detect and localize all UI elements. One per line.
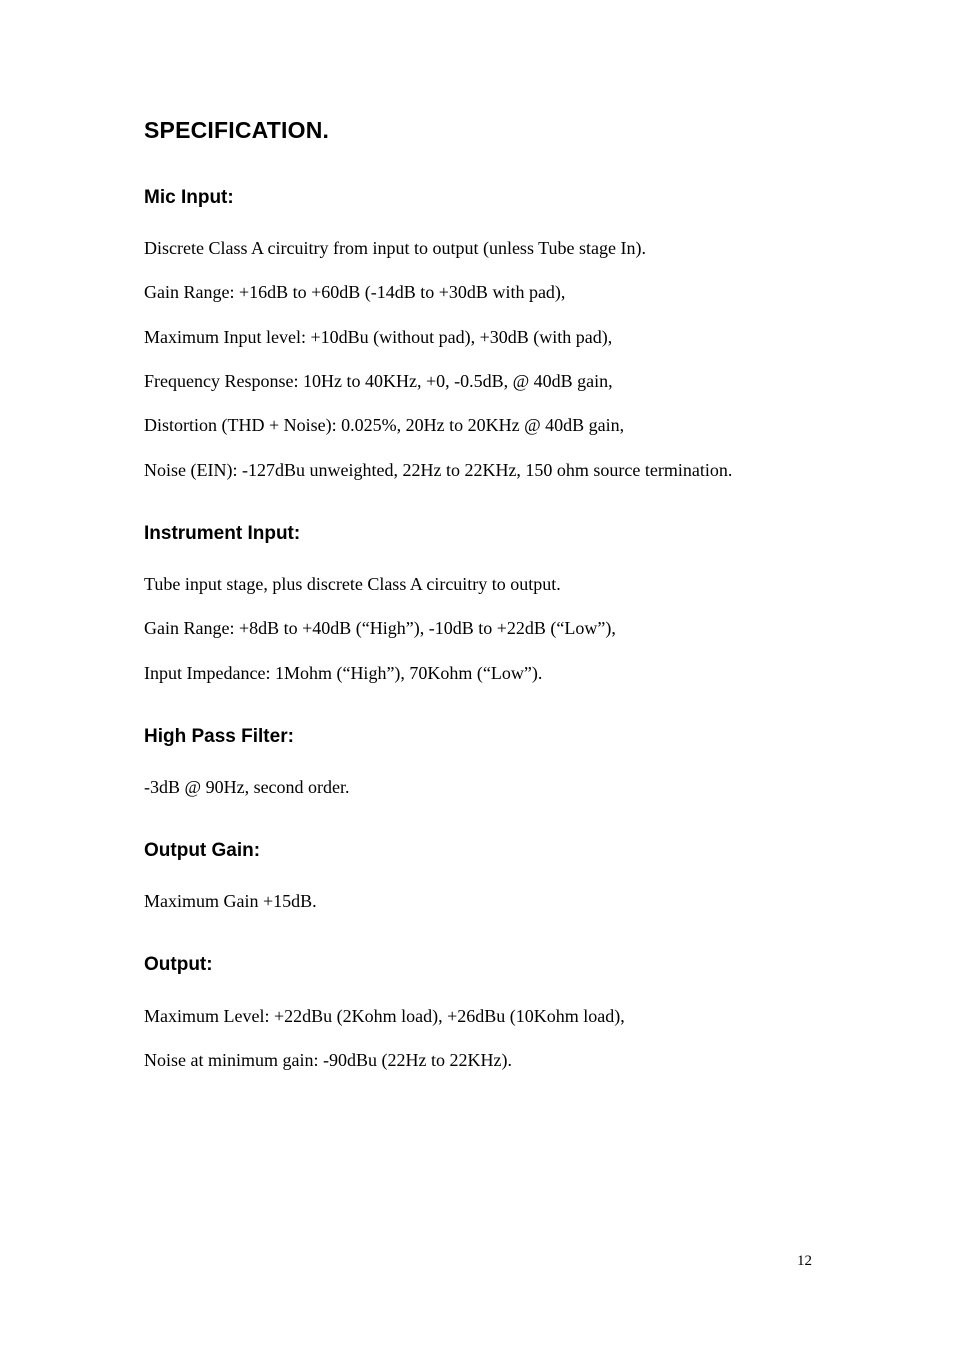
spec-line: Maximum Gain +15dB.	[144, 891, 317, 911]
section-heading-output-gain: Output Gain:	[144, 840, 261, 861]
spec-line: Discrete Class A circuitry from input to output (unless Tube stage In).	[144, 238, 646, 258]
section-heading-mic-input: Mic Input:	[144, 187, 234, 208]
spec-line: Maximum Input level: +10dBu (without pad), +30dB (with pad),	[144, 327, 613, 347]
page-number: 12	[797, 1253, 812, 1269]
spec-line: Frequency Response: 10Hz to 40KHz, +0, -0.5dB, @ 40dB gain,	[144, 371, 613, 391]
spec-line: Tube input stage, plus discrete Class A circuitry to output.	[144, 574, 561, 594]
spec-line: -3dB @ 90Hz, second order.	[144, 777, 350, 797]
section-heading-instrument-input: Instrument Input:	[144, 523, 301, 544]
spec-line: Input Impedance: 1Mohm (“High”), 70Kohm (“Low”).	[144, 663, 543, 683]
spec-line: Noise (EIN): -127dBu unweighted, 22Hz to 22KHz, 150 ohm source termination.	[144, 460, 733, 480]
page-title: SPECIFICATION.	[144, 117, 330, 143]
spec-line: Distortion (THD + Noise): 0.025%, 20Hz to 20KHz @ 40dB gain,	[144, 415, 625, 435]
spec-line: Gain Range: +8dB to +40dB (“High”), -10dB to +22dB (“Low”),	[144, 618, 616, 638]
spec-line: Maximum Level: +22dBu (2Kohm load), +26dBu (10Kohm load),	[144, 1006, 625, 1026]
spec-line: Gain Range: +16dB to +60dB (-14dB to +30dB with pad),	[144, 282, 566, 302]
section-heading-output: Output:	[144, 954, 213, 975]
section-heading-high-pass-filter: High Pass Filter:	[144, 726, 294, 747]
spec-line: Noise at minimum gain: -90dBu (22Hz to 22KHz).	[144, 1050, 512, 1070]
